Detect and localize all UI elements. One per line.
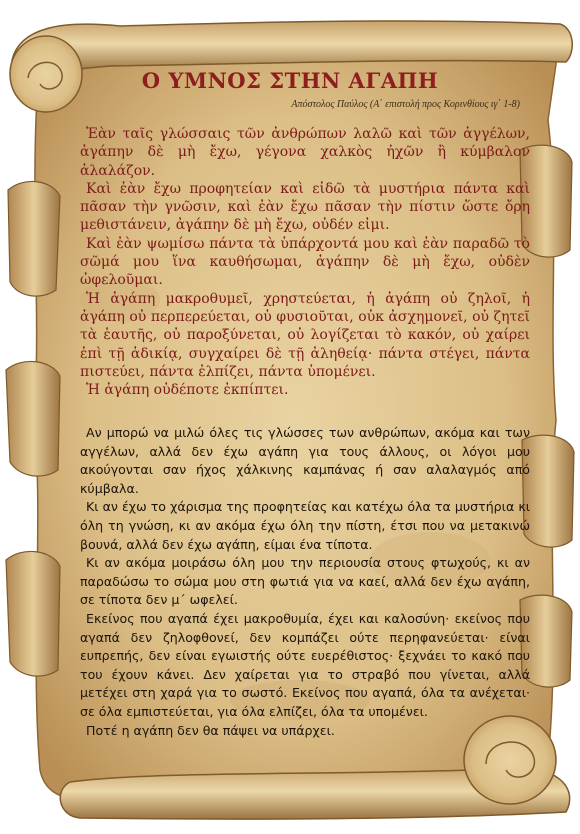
source-reference: Απόστολος Παύλος (Α΄ επιστολή προς Κορινθίους ιγ΄ 1-8) xyxy=(291,99,520,110)
modern-greek-text xyxy=(80,424,530,740)
scroll-left-roll-3 xyxy=(6,551,60,676)
ancient-paragraph: Ἡ ἀγάπη οὐδέποτε ἐκπίπτει. xyxy=(86,382,289,399)
hymn-title: Ο ΥΜΝΟΣ ΣΤΗΝ ΑΓΑΠΗ xyxy=(141,68,439,93)
ancient-paragraph: Καὶ ἐὰν ψωμίσω πάντα τὰ ὑπάρχοντά μου καὶ ἐὰν παραδῶ τὸ σῶμά μου ἵνα καυθήσωμαι, ἀγάπην δὲ μὴ ἔχω, οὐδὲν ὠφελοῦμαι. xyxy=(80,235,530,289)
scroll-left-roll-2 xyxy=(6,361,60,476)
ancient-paragraph: Ἡ ἀγάπη μακροθυμεῖ, χρηστεύεται, ἡ ἀγάπη οὐ ζηλοῖ, ἡ ἀγάπη οὐ περπερεύεται, οὐ φυσιοῦται, οὐκ ἀσχημονεῖ, οὐ ζητεῖ τὰ ἑαυτῆς, οὐ παροξύνεται, οὐ λογίζεται τὸ κακόν, οὐ χαίρει ἐπὶ τῇ ἀδικίᾳ, συγχαίρει δὲ τῇ ἀληθείᾳ· πάντα στέγει, πάντα πιστεύει, πάντα ἐλπίζει, πάντα ὑπομένει. xyxy=(80,290,530,380)
scroll-left-roll-1 xyxy=(8,181,60,296)
modern-paragraph: Κι αν ακόμα μοιράσω όλη μου την περιουσία στους φτωχούς, κι αν παραδώσω το σώμα μου στη φωτιά για να καεί, αλλά δεν έχω αγάπη, σε τίποτα δεν μ΄ ωφελεί. xyxy=(80,555,530,608)
modern-paragraph: Ποτέ η αγάπη δεν θα πάψει να υπάρχει. xyxy=(86,722,335,738)
ancient-paragraph: Καὶ ἐὰν ἔχω προφητείαν καὶ εἰδῶ τὰ μυστήρια πάντα καὶ πᾶσαν τὴν γνῶσιν, καὶ ἐὰν ἔχω πᾶσαν τὴν πίστιν ὥστε ὄρη μεθιστάνειν, ἀγάπην δὲ μὴ ἔχω, οὐδέν εἰμι. xyxy=(80,180,530,234)
modern-paragraph: Κι αν έχω το χάρισμα της προφητείας και κατέχω όλα τα μυστήρια κι όλη τη γνώση, κι αν ακόμα έχω όλη την πίστη, έτσι που να μετακινώ βουνά, αλλά δεν έχω αγάπη, είμαι ένα τίποτα. xyxy=(80,499,530,552)
modern-paragraph: Εκείνος που αγαπά έχει μακροθυμία, έχει και καλοσύνη· εκείνος που αγαπά δεν ζηλοφθονεί, δεν κομπάζει ούτε περηφανεύεται· είναι ευπρεπής, δεν είναι εγωιστής ούτε ευερέθιστος· ξεχνάει το κακό που του έχουν κάνει. Δεν χαίρεται για το στραβό που γίνεται, αλλά μετέχει στη χαρά για το σωστό. Εκείνος που αγαπά, όλα τα ανέχεται· σε όλα εμπιστεύεται, για όλα ελπίζει, όλα τα υπομένει. xyxy=(80,610,530,719)
modern-paragraph: Αν μπορώ να μιλώ όλες τις γλώσσες των ανθρώπων, ακόμα και των αγγέλων, αλλά δεν έχω αγάπη για τους άλλους, οι λόγοι μου ακούγονται σαν ήχος χάλκινης καμπάνας ή σαν αλαλαγμός από κύμβαλα. xyxy=(80,425,530,496)
ancient-greek-text xyxy=(80,125,530,399)
ancient-paragraph: Ἐὰν ταῖς γλώσσαις τῶν ἀνθρώπων λαλῶ καὶ τῶν ἀγγέλων, ἀγάπην δὲ μὴ ἔχω, γέγονα χαλκὸς ἠχῶν ἢ κύμβαλον ἀλαλάζον. xyxy=(80,126,530,179)
